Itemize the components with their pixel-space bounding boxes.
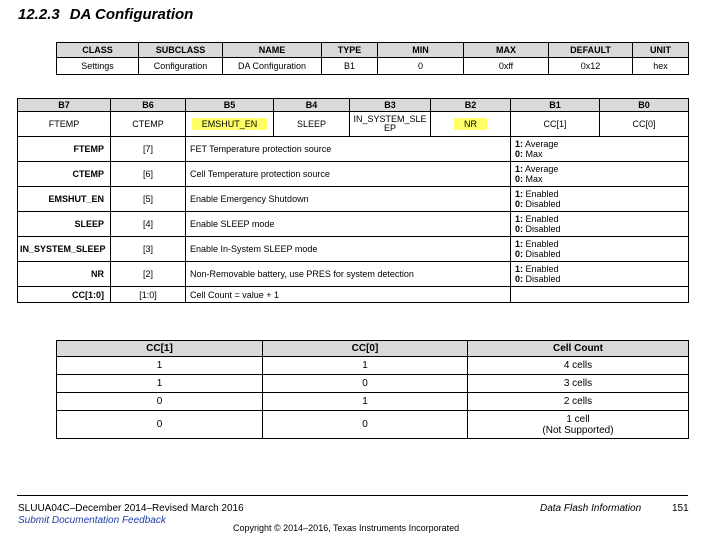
- bit-header: B0: [600, 99, 689, 112]
- config-row: [57, 58, 689, 75]
- bit-desc-name: CC[1:0]: [18, 287, 111, 303]
- value-key: 1:: [515, 164, 524, 174]
- value-text: Max: [525, 174, 543, 184]
- config-table: [56, 42, 689, 75]
- cell-value: 0: [263, 375, 468, 393]
- copyright: Copyright © 2014–2016, Texas Instruments Incorporated: [233, 523, 460, 533]
- value-text: Average: [525, 139, 559, 149]
- config-header: CLASS: [57, 43, 139, 58]
- cell-value: 0: [263, 411, 468, 439]
- bit-name-row: [18, 112, 689, 137]
- value-key: 0:: [515, 249, 524, 259]
- bit-name-highlighted: NR: [454, 118, 487, 130]
- bit-desc-name: FTEMP: [18, 137, 111, 162]
- bit-desc-text: Enable Emergency Shutdown: [186, 187, 511, 212]
- bit-description-row: [18, 187, 689, 212]
- bit-header-row: [18, 99, 689, 112]
- bit-name: SLEEP: [296, 119, 327, 129]
- bit-desc-name: NR: [18, 262, 111, 287]
- config-cell: Settings: [57, 58, 139, 75]
- bit-name-cell: [274, 112, 350, 137]
- value-text: Disabled: [525, 224, 561, 234]
- bit-name: FTEMP: [48, 119, 80, 129]
- cell-header: CC[1]: [57, 341, 263, 357]
- bit-header: B7: [18, 99, 111, 112]
- bit-name: CC[1]: [543, 119, 567, 129]
- cell-header: CC[0]: [263, 341, 468, 357]
- bit-header: B2: [431, 99, 511, 112]
- value-key: 1:: [515, 139, 524, 149]
- value-text: Max: [525, 149, 543, 159]
- cell-value: 4 cells: [468, 357, 689, 375]
- value-text: Disabled: [525, 199, 561, 209]
- bit-desc-values: [511, 187, 689, 212]
- bit-description-row: [18, 287, 689, 303]
- bit-table: [17, 98, 689, 303]
- config-header-row: [57, 43, 689, 58]
- config-cell: Configuration: [139, 58, 223, 75]
- config-cell: DA Configuration: [223, 58, 322, 75]
- bit-desc-index: [5]: [111, 187, 186, 212]
- bit-description-row: [18, 212, 689, 237]
- bit-desc-values: [511, 137, 689, 162]
- config-header: DEFAULT: [549, 43, 633, 58]
- bit-desc-index: [3]: [111, 237, 186, 262]
- page-number: 151: [672, 503, 689, 514]
- value-text: Enabled: [525, 214, 559, 224]
- value-text: Disabled: [525, 249, 561, 259]
- footer-divider: [17, 495, 688, 496]
- cell-row: [57, 357, 689, 375]
- section-heading: [18, 6, 193, 23]
- value-key: 1:: [515, 239, 524, 249]
- bit-desc-index: [2]: [111, 262, 186, 287]
- bit-name-cell: [18, 112, 111, 137]
- value-key: 0:: [515, 174, 524, 184]
- bit-description-row: [18, 237, 689, 262]
- bit-name-cell: [350, 112, 431, 137]
- bit-name: IN_SYSTEM_SLEEP: [353, 114, 427, 133]
- value-key: 1:: [515, 214, 524, 224]
- cell-value: 1: [57, 357, 263, 375]
- value-key: 1:: [515, 189, 524, 199]
- cell-count-text: 1 cell: [566, 413, 590, 425]
- value-key: 1:: [515, 264, 524, 274]
- cell-row: [57, 411, 689, 439]
- bit-desc-values: [511, 237, 689, 262]
- cell-value: 2 cells: [468, 393, 689, 411]
- bit-desc-name: EMSHUT_EN: [18, 187, 111, 212]
- bit-name-cell: [111, 112, 186, 137]
- bit-description-row: [18, 162, 689, 187]
- bit-header: B5: [186, 99, 274, 112]
- cell-row: [57, 393, 689, 411]
- config-header: UNIT: [633, 43, 689, 58]
- bit-desc-values-empty: [511, 287, 689, 303]
- bit-name-highlighted: EMSHUT_EN: [192, 118, 268, 130]
- value-text: Enabled: [525, 239, 559, 249]
- config-cell: B1: [322, 58, 378, 75]
- bit-desc-values: [511, 212, 689, 237]
- cell-value: 1: [57, 375, 263, 393]
- cell-value-multiline: [468, 411, 689, 439]
- footer-doc-id: SLUUA04C–December 2014–Revised March 2016: [18, 503, 244, 514]
- bit-name: CTEMP: [132, 119, 164, 129]
- section-number: 12.2.3: [18, 6, 60, 23]
- bit-desc-text: Enable In-System SLEEP mode: [186, 237, 511, 262]
- config-cell: 0x12: [549, 58, 633, 75]
- bit-desc-text: Enable SLEEP mode: [186, 212, 511, 237]
- value-key: 0:: [515, 224, 524, 234]
- value-key: 0:: [515, 149, 524, 159]
- config-header: SUBCLASS: [139, 43, 223, 58]
- bit-desc-text: FET Temperature protection source: [186, 137, 511, 162]
- bit-desc-name: CTEMP: [18, 162, 111, 187]
- value-text: Average: [525, 164, 559, 174]
- bit-desc-name: SLEEP: [18, 212, 111, 237]
- cell-value: 3 cells: [468, 375, 689, 393]
- bit-desc-text: Cell Temperature protection source: [186, 162, 511, 187]
- config-header: MAX: [464, 43, 549, 58]
- bit-description-row: [18, 137, 689, 162]
- bit-name-cell: [186, 112, 274, 137]
- config-cell: 0: [378, 58, 464, 75]
- feedback-link[interactable]: Submit Documentation Feedback: [18, 515, 166, 526]
- bit-desc-values: [511, 262, 689, 287]
- footer-section: Data Flash Information: [540, 503, 642, 514]
- bit-name-cell: [431, 112, 511, 137]
- cell-value: 0: [57, 393, 263, 411]
- config-header: NAME: [223, 43, 322, 58]
- config-header: TYPE: [322, 43, 378, 58]
- cell-count-note: (Not Supported): [542, 424, 614, 436]
- bit-header: B4: [274, 99, 350, 112]
- bit-name-wrapped: [353, 114, 427, 133]
- value-text: Disabled: [525, 274, 561, 284]
- bit-desc-index: [7]: [111, 137, 186, 162]
- value-key: 0:: [515, 274, 524, 284]
- bit-name-cell: [600, 112, 689, 137]
- bit-desc-index: [1:0]: [111, 287, 186, 303]
- bit-name: CC[0]: [632, 119, 656, 129]
- cell-value: 0: [57, 411, 263, 439]
- cell-count-table: [56, 340, 689, 439]
- bit-header: B1: [511, 99, 600, 112]
- config-header: MIN: [378, 43, 464, 58]
- config-cell: 0xff: [464, 58, 549, 75]
- cell-value: 1: [263, 357, 468, 375]
- cell-header-row: [57, 341, 689, 357]
- bit-description-row: [18, 262, 689, 287]
- config-cell: hex: [633, 58, 689, 75]
- cell-header: Cell Count: [468, 341, 689, 357]
- value-key: 0:: [515, 199, 524, 209]
- bit-desc-index: [6]: [111, 162, 186, 187]
- section-title: DA Configuration: [69, 6, 194, 23]
- bit-header: B6: [111, 99, 186, 112]
- value-text: Enabled: [525, 189, 559, 199]
- bit-desc-name: IN_SYSTEM_SLEEP: [18, 237, 111, 262]
- bit-header: B3: [350, 99, 431, 112]
- bit-desc-values: [511, 162, 689, 187]
- bit-desc-text: Cell Count = value + 1: [186, 287, 511, 303]
- cell-value: 1: [263, 393, 468, 411]
- bit-desc-index: [4]: [111, 212, 186, 237]
- bit-desc-text: Non-Removable battery, use PRES for system detection: [186, 262, 511, 287]
- cell-row: [57, 375, 689, 393]
- value-text: Enabled: [525, 264, 559, 274]
- bit-name-cell: [511, 112, 600, 137]
